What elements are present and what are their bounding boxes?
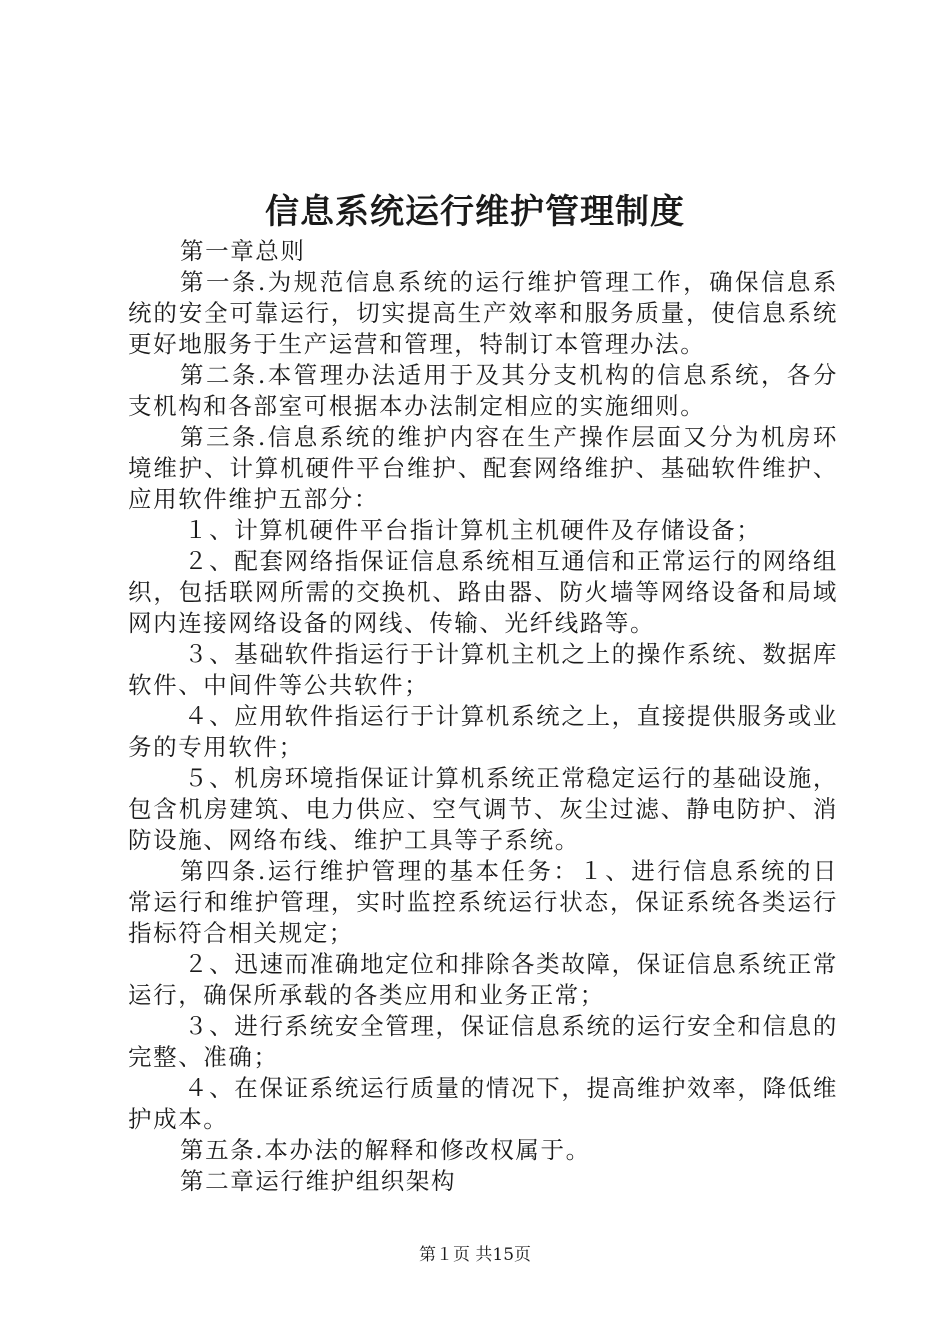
article-paragraph: 第五条.本办法的解释和修改权属于。 (180, 1136, 591, 1164)
page-footer: 第１页 共15页 (418, 1245, 532, 1265)
chapter-heading: 第一章总则 (180, 237, 306, 265)
list-item-paragraph: ５、机房环境指保证计算机系统正常稳定运行的基础设施，包含机房建筑、电力供应、空气调节、灰尘过滤、静电防护、消防设施、网络布线、维护工具等子系统。 (128, 764, 838, 854)
article-paragraph: 第二条.本管理办法适用于及其分支机构的信息系统，各分支机构和各部室可根据本办法制定相应的实施细则。 (128, 361, 838, 420)
list-item-paragraph: ２、迅速而准确地定位和排除各类故障，保证信息系统正常运行，确保所承载的各类应用和业务正常； (128, 950, 838, 1009)
document-body (128, 236, 838, 1197)
article-paragraph: 第三条.信息系统的维护内容在生产操作层面又分为机房环境维护、计算机硬件平台维护、配套网络维护、基础软件维护、应用软件维护五部分： (128, 423, 838, 513)
chapter-heading: 第二章运行维护组织架构 (180, 1167, 457, 1195)
list-item-paragraph: ４、应用软件指运行于计算机系统之上，直接提供服务或业务的专用软件； (128, 702, 838, 761)
article-paragraph: 第四条.运行维护管理的基本任务：１、进行信息系统的日常运行和维护管理，实时监控系统运行状态，保证系统各类运行指标符合相关规定； (128, 857, 838, 947)
list-item-paragraph: ３、基础软件指运行于计算机主机之上的操作系统、数据库软件、中间件等公共软件； (128, 640, 838, 699)
list-item-paragraph: ２、配套网络指保证信息系统相互通信和正常运行的网络组织，包括联网所需的交换机、路由器、防火墙等网络设备和局域网内连接网络设备的网线、传输、光纤线路等。 (128, 547, 838, 637)
list-item-paragraph: ４、在保证系统运行质量的情况下，提高维护效率，降低维护成本。 (128, 1074, 838, 1133)
list-item-paragraph: ３、进行系统安全管理，保证信息系统的运行安全和信息的完整、准确； (128, 1012, 838, 1071)
article-paragraph: 第一条.为规范信息系统的运行维护管理工作，确保信息系统的安全可靠运行，切实提高生产效率和服务质量，使信息系统更好地服务于生产运营和管理，特制订本管理办法。 (128, 268, 838, 358)
document-title: 信息系统运行维护管理制度 (265, 192, 685, 232)
list-item-paragraph: １、计算机硬件平台指计算机主机硬件及存储设备； (184, 516, 762, 544)
